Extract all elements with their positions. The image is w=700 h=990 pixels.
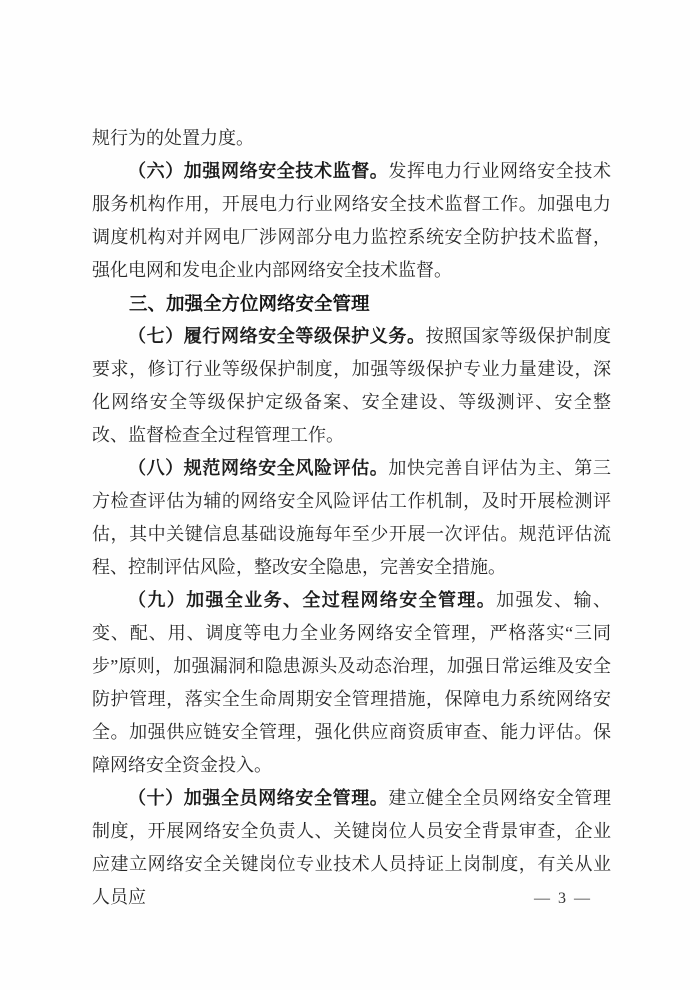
paragraph-lead: （七）履行网络安全等级保护义务。: [128, 326, 426, 346]
paragraph-lead: （八）规范网络安全风险评估。: [128, 458, 389, 478]
paragraph: （八）规范网络安全风险评估。加快完善自评估为主、第三方检查评估为辅的网络安全风险评估工作机制，及时开展检测评估，其中关键信息基础设施每年至少开展一次评估。规范评估流程、控制评估风险，整改安全隐患，完善安全措施。: [92, 458, 612, 577]
paragraph-lead: （十）加强全员网络安全管理。: [128, 788, 389, 808]
section-heading: 三、加强全方位网络安全管理: [129, 293, 370, 314]
page-number: — 3 —: [534, 890, 592, 907]
paragraph: （九）加强全业务、全过程网络安全管理。加强发、输、变、配、用、调度等电力全业务网络安全管理，严格落实“三同步”原则，加强漏洞和隐患源头及动态治理，加强日常运维及安全防护管理，落实全生命周期安全管理措施，保障电力系统网络安全。加强供应链安全管理，强化供应商资质审查、能力评估。保障网络安全资金投入。: [92, 590, 611, 775]
paragraph-lead: （六）加强网络安全技术监督。: [128, 161, 389, 181]
paragraph-continuation: 规行为的处置力度。: [92, 128, 254, 148]
paragraph-lead: （九）加强全业务、全过程网络安全管理。: [128, 590, 497, 610]
paragraph: （十）加强全员网络安全管理。建立健全全员网络安全管理制度，开展网络安全负责人、关键岗位人员安全背景审查，企业应建立网络安全关键岗位专业技术人员持证上岗制度，有关从业人员应: [92, 788, 612, 907]
paragraph: （七）履行网络安全等级保护义务。按照国家等级保护制度要求，修订行业等级保护制度，加强等级保护专业力量建设，深化网络安全等级保护定级备案、安全建设、等级测评、安全整改、监督检查全过程管理工作。: [92, 326, 612, 445]
document-body: [92, 122, 611, 914]
paragraph: （六）加强网络安全技术监督。发挥电力行业网络安全技术服务机构作用，开展电力行业网络安全技术监督工作。加强电力调度机构对并网电厂涉网部分电力监控系统安全防护技术监督，强化电网和发电企业内部网络安全技术监督。: [92, 161, 612, 280]
